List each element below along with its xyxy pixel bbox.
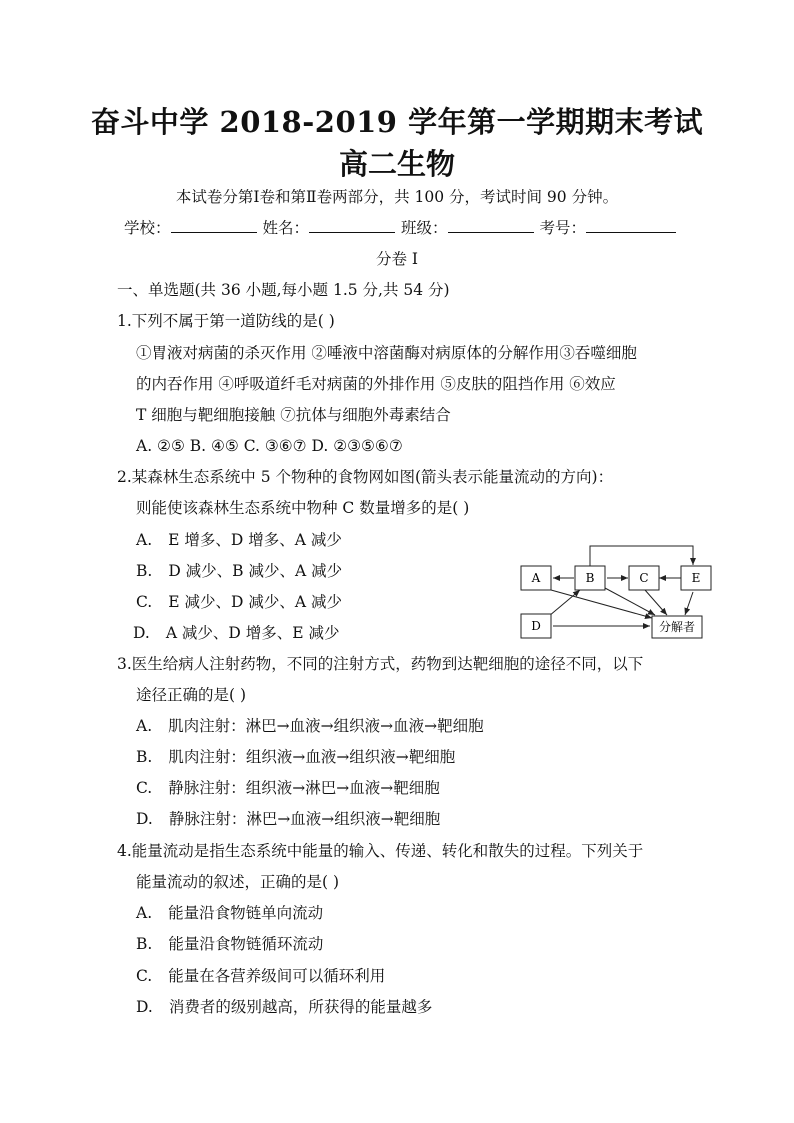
q3-stem: 途径正确的是( ) xyxy=(136,686,247,704)
q4-option-a xyxy=(136,903,323,923)
node-b-label: B xyxy=(585,571,595,585)
q1-body-line: T 细胞与靶细胞接触 ⑦抗体与细胞外毒素结合 xyxy=(136,406,451,424)
class-label: 班级： xyxy=(401,219,448,237)
q3-option-b xyxy=(136,747,455,767)
edge-e-to-decomposer xyxy=(685,592,693,615)
option-text: 静脉注射：淋巴→血液→组织液→靶细胞 xyxy=(168,810,441,828)
exam-note: 本试卷分第Ⅰ卷和第Ⅱ卷两部分，共 100 分，考试时间 90 分钟。 xyxy=(175,188,619,206)
option-label: A. xyxy=(136,531,153,549)
q1-body-line: 的内吞作用 ④呼吸道纤毛对病菌的外排作用 ⑤皮肤的阻挡作用 ⑥效应 xyxy=(136,375,616,393)
q4-option-b xyxy=(136,934,323,954)
exam-title: 奋斗中学 2018-2019 学年第一学期期末考试 xyxy=(90,105,704,139)
option-label: D. xyxy=(136,810,153,828)
option-label: B. xyxy=(136,935,153,953)
node-a-label: A xyxy=(531,571,541,585)
exam-number-blank xyxy=(586,218,676,233)
class-blank xyxy=(448,218,534,233)
option-label: C. xyxy=(136,967,153,985)
option-label: A. xyxy=(136,717,153,735)
option-text: 能量沿食物链单向流动 xyxy=(168,904,324,922)
option-label: C. xyxy=(136,593,153,611)
q4-option-d xyxy=(136,997,432,1017)
exam-number-label: 考号： xyxy=(539,219,587,237)
exam-subject: 高二生物 xyxy=(338,147,455,181)
edge-b-to-decomposer xyxy=(605,588,655,615)
q3-option-c xyxy=(136,778,440,798)
edge-a-to-decomposer xyxy=(551,590,652,618)
q2-option-c xyxy=(136,592,342,612)
option-text: 肌肉注射：淋巴→血液→组织液→血液→靶细胞 xyxy=(168,717,484,735)
section-heading: 一、单选题(共 36 小题,每小题 1.5 分,共 54 分) xyxy=(117,281,450,299)
school-label: 学校： xyxy=(124,219,171,237)
q2-option-d xyxy=(133,623,340,643)
student-info-row xyxy=(124,218,676,238)
option-text: 能量在各营养级间可以循环利用 xyxy=(168,967,386,985)
name-label: 姓名： xyxy=(262,219,310,237)
option-text: 肌肉注射：组织液→血液→组织液→靶细胞 xyxy=(168,748,456,766)
name-blank xyxy=(309,218,395,233)
option-text: 消费者的级别越高，所获得的能量越多 xyxy=(168,998,433,1016)
q2-stem: 2.某森林生态系统中 5 个物种的食物网如图(箭头表示能量流动的方向)： xyxy=(117,468,614,486)
q4-option-c xyxy=(136,966,385,986)
q3-option-d xyxy=(136,809,440,829)
option-text: 能量沿食物链循环流动 xyxy=(168,935,324,953)
q4-stem: 能量流动的叙述，正确的是( ) xyxy=(136,873,340,891)
option-text: E 增多、D 增多、A 减少 xyxy=(168,531,342,549)
option-text: D 减少、B 减少、A 减少 xyxy=(168,562,343,580)
option-label: B. xyxy=(136,562,153,580)
q3-option-a xyxy=(136,716,484,736)
option-label: B. xyxy=(136,748,153,766)
q4-stem: 4.能量流动是指生态系统中能量的输入、传递、转化和散失的过程。下列关于 xyxy=(117,842,644,860)
edge-b-to-e xyxy=(590,546,693,566)
q1-body-line: ①胃液对病菌的杀灭作用 ②唾液中溶菌酶对病原体的分解作用③吞噬细胞 xyxy=(136,344,637,362)
option-label: C. xyxy=(136,779,153,797)
q2-option-a xyxy=(136,530,342,550)
option-text: 静脉注射：组织液→淋巴→血液→靶细胞 xyxy=(168,779,440,797)
node-d-label: D xyxy=(531,619,541,633)
q3-stem: 3.医生给病人注射药物，不同的注射方式，药物到达靶细胞的途径不同，以下 xyxy=(117,655,644,673)
node-decomposer-label: 分解者 xyxy=(658,620,696,634)
q1-stem: 1.下列不属于第一道防线的是( ) xyxy=(117,312,335,330)
option-text: A 减少、D 增多、E 减少 xyxy=(165,624,340,642)
q2-option-b xyxy=(136,561,342,581)
q2-stem: 则能使该森林生态系统中物种 C 数量增多的是( ) xyxy=(136,499,470,517)
option-label: A. xyxy=(136,904,153,922)
part-label: 分卷 I xyxy=(375,250,419,268)
node-c-label: C xyxy=(639,571,649,585)
q1-options: A. ②⑤ B. ④⑤ C. ③⑥⑦ D. ②③⑤⑥⑦ xyxy=(136,437,403,455)
food-web-diagram xyxy=(515,540,715,645)
option-label: D. xyxy=(133,624,150,642)
option-label: D. xyxy=(136,998,153,1016)
school-blank xyxy=(171,218,257,233)
option-text: E 减少、D 减少、A 减少 xyxy=(168,593,342,611)
node-e-label: E xyxy=(691,571,701,585)
